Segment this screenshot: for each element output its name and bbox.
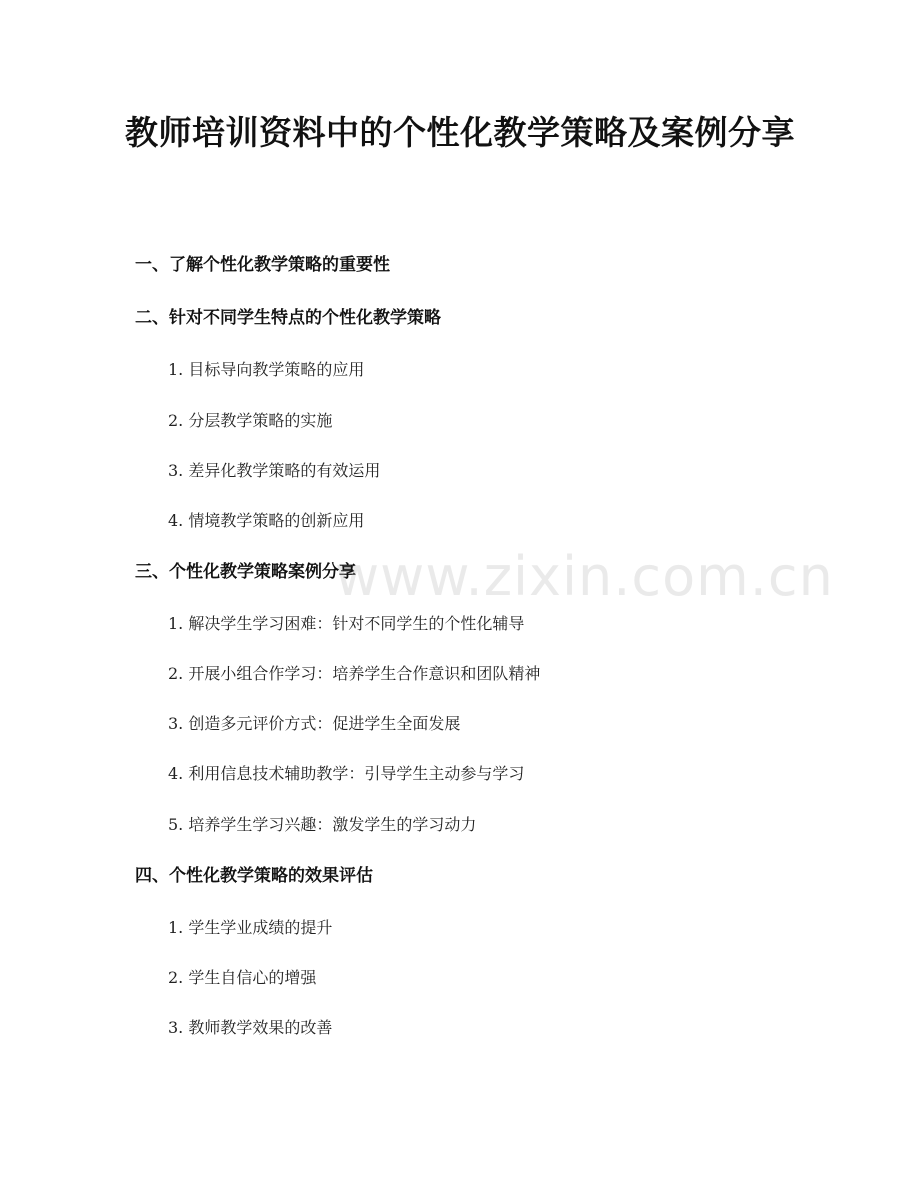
list-item: 3. 差异化教学策略的有效运用 xyxy=(168,461,381,480)
list-item: 3. 教师教学效果的改善 xyxy=(168,1018,333,1037)
list-item: 1. 学生学业成绩的提升 xyxy=(168,918,333,937)
list-item: 2. 分层教学策略的实施 xyxy=(168,411,333,430)
document-title: 教师培训资料中的个性化教学策略及案例分享 xyxy=(125,113,795,152)
list-item: 5. 培养学生学习兴趣：激发学生的学习动力 xyxy=(168,815,477,834)
section-heading-3: 三、个性化教学策略案例分享 xyxy=(135,562,356,582)
list-item: 2. 开展小组合作学习：培养学生合作意识和团队精神 xyxy=(168,664,541,683)
list-item: 2. 学生自信心的增强 xyxy=(168,968,317,987)
section-heading-1: 一、了解个性化教学策略的重要性 xyxy=(135,255,390,275)
list-item: 1. 解决学生学习困难：针对不同学生的个性化辅导 xyxy=(168,614,525,633)
watermark-text: www.zixin.com.cn xyxy=(335,545,834,608)
section-heading-2: 二、针对不同学生特点的个性化教学策略 xyxy=(135,308,441,328)
list-item: 3. 创造多元评价方式：促进学生全面发展 xyxy=(168,714,461,733)
list-item: 4. 情境教学策略的创新应用 xyxy=(168,511,365,530)
list-item: 1. 目标导向教学策略的应用 xyxy=(168,360,365,379)
list-item: 4. 利用信息技术辅助教学：引导学生主动参与学习 xyxy=(168,764,525,783)
section-heading-4: 四、个性化教学策略的效果评估 xyxy=(135,866,373,886)
